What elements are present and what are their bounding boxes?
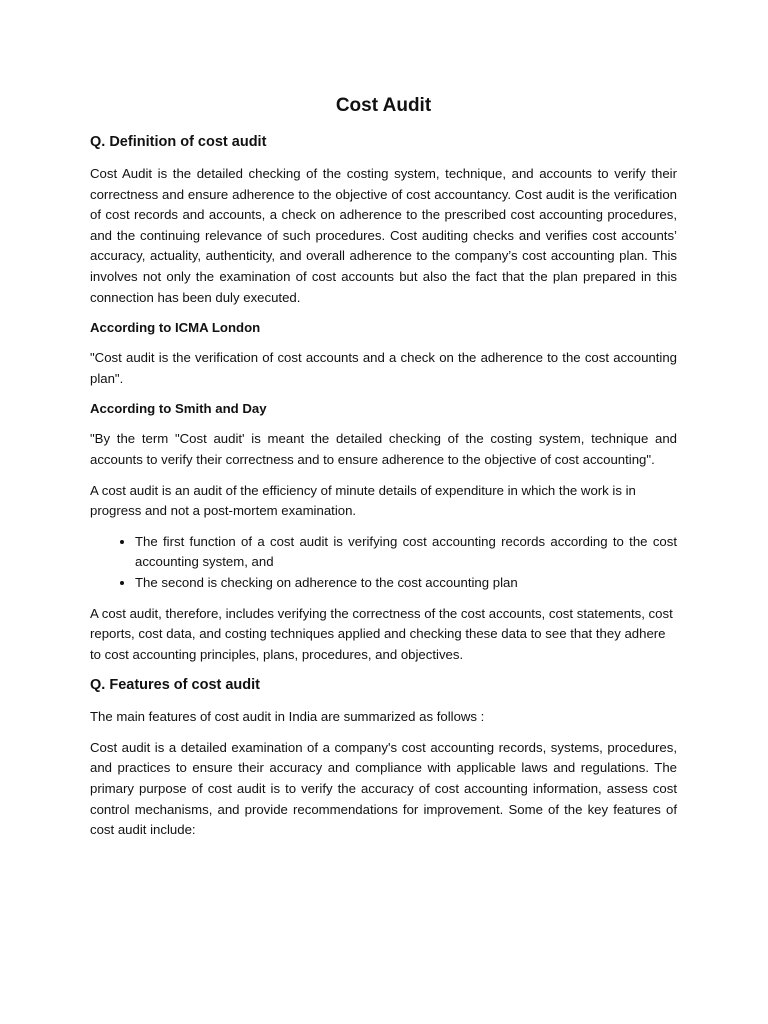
list-item: • The second is checking on adherence to the cost accounting plan [135, 573, 677, 594]
smith-heading: According to Smith and Day [90, 401, 267, 417]
conclusion-paragraph: A cost audit, therefore, includes verifying the correctness of the cost accounts, cost statements, cost reports, cost data, and costing techniques applied and checking these data to see that they adhere to cost accounting principles, plans, procedures, and objectives. [90, 605, 673, 662]
definition-heading: Q. Definition of cost audit [90, 134, 267, 150]
document-page [90, 92, 677, 851]
smith-quote: "By the term "Cost audit' is meant the detailed checking of the costing system, technique and accounts to verify their correctness and to ensure adherence to the objective of cost accounting". [90, 431, 677, 467]
icma-quote: "Cost audit is the verification of cost accounts and a check on the adherence to the cost accounting plan". [90, 350, 677, 386]
page-title: Cost Audit [335, 95, 432, 116]
icma-heading: According to ICMA London [90, 320, 261, 336]
features-intro: The main features of cost audit in India are summarized as follows : [90, 709, 485, 725]
features-heading: Q. Features of cost audit [90, 677, 260, 694]
list-item: • The first function of a cost audit is verifying cost accounting records according to the cost accounting system, and [135, 532, 677, 573]
efficiency-paragraph: A cost audit is an audit of the efficiency of minute details of expenditure in which the work is in progress and not a post-mortem examination. [90, 482, 636, 519]
definition-intro-paragraph: Cost Audit is the detailed checking of the costing system, technique, and accounts to verify their correctness and ensure adherence to the objective of cost accountancy. Cost audit is the verification of cost records and accounts, a check on adherence to the prescribed cost accounting procedures, and the continuing relevance of such procedures. Cost auditing checks and verifies cost accounts’ accuracy, actuality, authenticity, and overall adherence to the company’s cost accounting plan. This involves not only the examination of cost accounts but also the fact that the plan prepared in this connection has been duly executed. [90, 166, 677, 305]
function-list [90, 532, 677, 594]
features-body: Cost audit is a detailed examination of a company's cost accounting records, systems, procedures, and practices to ensure their accuracy and compliance with applicable laws and regulations. The primary purpose of cost audit is to verify the accuracy of cost accounting information, assess cost control mechanisms, and provide recommendations for improvement. Some of the key features of cost audit include: [90, 739, 677, 838]
